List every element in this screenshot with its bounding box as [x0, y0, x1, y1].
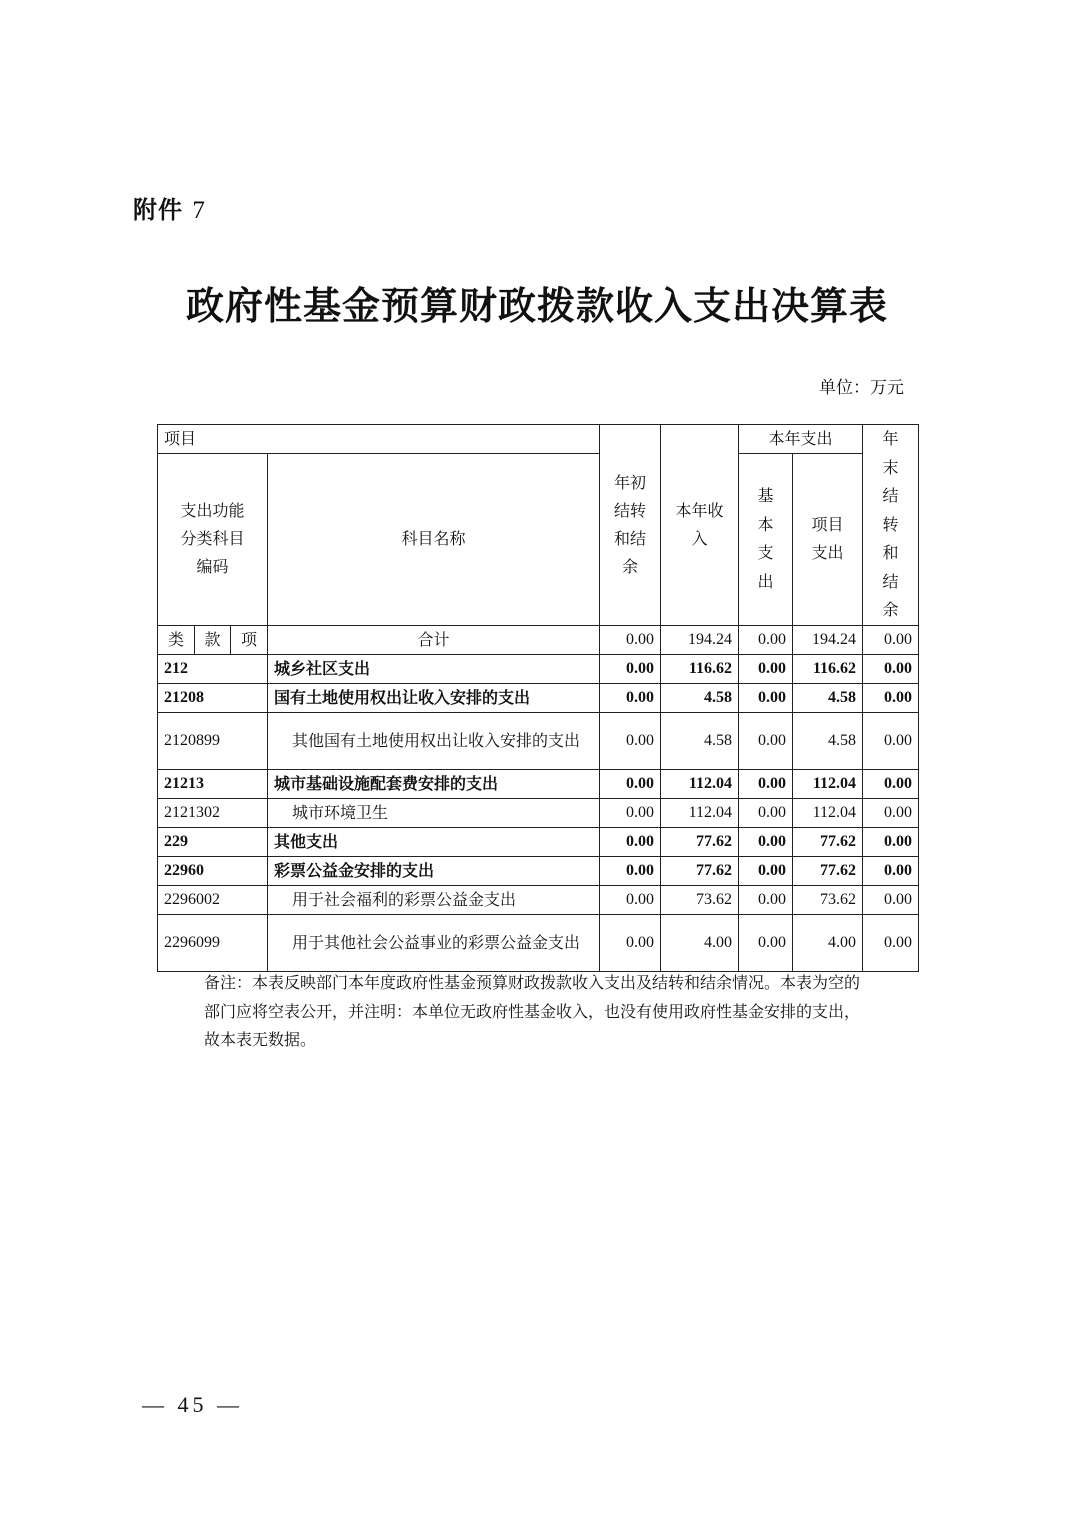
header-project-exp	[793, 454, 863, 625]
header-project: 项目	[158, 425, 600, 454]
row-begin: 0.00	[600, 856, 661, 885]
table-row	[158, 683, 919, 712]
row-name: 彩票公益金安排的支出	[268, 856, 600, 885]
row-project: 112.04	[793, 769, 863, 798]
row-income: 77.62	[661, 827, 739, 856]
row-code: 2296002	[158, 885, 268, 914]
row-basic: 0.00	[739, 827, 793, 856]
header-basic	[739, 454, 793, 625]
row-code: 2120899	[158, 712, 268, 769]
header-code	[158, 454, 268, 625]
total-begin: 0.00	[600, 625, 661, 654]
row-income: 77.62	[661, 856, 739, 885]
row-end: 0.00	[863, 885, 919, 914]
row-basic: 0.00	[739, 654, 793, 683]
row-begin: 0.00	[600, 654, 661, 683]
row-begin: 0.00	[600, 914, 661, 971]
total-income: 194.24	[661, 625, 739, 654]
total-row	[158, 625, 919, 654]
header-income-text: 本年收入	[675, 500, 724, 548]
header-end-balance	[863, 425, 919, 626]
row-project: 112.04	[793, 798, 863, 827]
row-code: 22960	[158, 856, 268, 885]
header-expenditure: 本年支出	[739, 425, 863, 454]
row-project: 4.58	[793, 683, 863, 712]
page-number: — 45 —	[142, 1392, 243, 1417]
row-name: 城市环境卫生	[268, 798, 600, 827]
row-code: 2121302	[158, 798, 268, 827]
row-name: 城乡社区支出	[268, 654, 600, 683]
row-income: 4.58	[661, 683, 739, 712]
row-income: 112.04	[661, 769, 739, 798]
row-project: 77.62	[793, 856, 863, 885]
row-end: 0.00	[863, 654, 919, 683]
row-project: 77.62	[793, 827, 863, 856]
header-project-exp-text: 项目支出	[811, 515, 844, 563]
row-project: 116.62	[793, 654, 863, 683]
row-basic: 0.00	[739, 769, 793, 798]
row-begin: 0.00	[600, 712, 661, 769]
row-income: 4.58	[661, 712, 739, 769]
header-xiang: 项	[231, 625, 268, 654]
table-row	[158, 712, 919, 769]
budget-table	[157, 424, 919, 972]
row-code: 2296099	[158, 914, 268, 971]
row-code: 21213	[158, 769, 268, 798]
row-end: 0.00	[863, 798, 919, 827]
row-end: 0.00	[863, 856, 919, 885]
row-code: 21208	[158, 683, 268, 712]
row-basic: 0.00	[739, 856, 793, 885]
row-end: 0.00	[863, 914, 919, 971]
row-end: 0.00	[863, 683, 919, 712]
row-basic: 0.00	[739, 683, 793, 712]
total-project: 194.24	[793, 625, 863, 654]
table-row	[158, 885, 919, 914]
row-income: 116.62	[661, 654, 739, 683]
row-code: 229	[158, 827, 268, 856]
table-row	[158, 654, 919, 683]
row-name: 其他国有土地使用权出让收入安排的支出	[268, 712, 600, 769]
header-name: 科目名称	[268, 454, 600, 625]
attachment-number: 7	[192, 197, 206, 224]
header-begin-balance-text: 年初结转和结余	[614, 472, 647, 576]
total-basic: 0.00	[739, 625, 793, 654]
row-begin: 0.00	[600, 827, 661, 856]
row-name: 用于其他社会公益事业的彩票公益金支出	[268, 914, 600, 971]
row-name: 其他支出	[268, 827, 600, 856]
page-title: 政府性基金预算财政拨款收入支出决算表	[185, 283, 888, 328]
header-kuan: 款	[195, 625, 231, 654]
row-income: 112.04	[661, 798, 739, 827]
row-income: 73.62	[661, 885, 739, 914]
row-end: 0.00	[863, 827, 919, 856]
row-basic: 0.00	[739, 914, 793, 971]
attachment-label	[133, 190, 206, 225]
header-code-text: 支出功能分类科目编码	[180, 501, 245, 577]
unit-label: 单位：万元	[819, 378, 904, 398]
header-row-2	[158, 454, 919, 625]
header-row-1	[158, 425, 919, 454]
row-basic: 0.00	[739, 798, 793, 827]
note-text: 备注：本表反映部门本年度政府性基金预算财政拨款收入支出及结转和结余情况。本表为空的部门应将空表公开，并注明：本单位无政府性基金收入，也没有使用政府性基金安排的支出，故本表无数据。	[204, 973, 861, 1049]
header-income	[661, 425, 739, 626]
row-name: 用于社会福利的彩票公益金支出	[268, 885, 600, 914]
row-begin: 0.00	[600, 683, 661, 712]
row-begin: 0.00	[600, 798, 661, 827]
row-begin: 0.00	[600, 885, 661, 914]
header-end-balance-text: 年末结转和结余	[882, 429, 899, 619]
row-begin: 0.00	[600, 769, 661, 798]
row-code: 212	[158, 654, 268, 683]
table-row	[158, 798, 919, 827]
row-name: 城市基础设施配套费安排的支出	[268, 769, 600, 798]
row-name: 国有土地使用权出让收入安排的支出	[268, 683, 600, 712]
row-end: 0.00	[863, 769, 919, 798]
table-row	[158, 914, 919, 971]
row-project: 4.58	[793, 712, 863, 769]
data-rows	[158, 654, 919, 971]
attachment-text: 附件	[133, 196, 183, 224]
table-row	[158, 769, 919, 798]
header-basic-text: 基本支出	[757, 486, 774, 591]
table-row	[158, 827, 919, 856]
total-end: 0.00	[863, 625, 919, 654]
total-label: 合计	[268, 625, 600, 654]
header-begin-balance	[600, 425, 661, 626]
row-end: 0.00	[863, 712, 919, 769]
row-income: 4.00	[661, 914, 739, 971]
row-project: 73.62	[793, 885, 863, 914]
row-basic: 0.00	[739, 885, 793, 914]
table-row	[158, 856, 919, 885]
header-lei: 类	[158, 625, 195, 654]
row-basic: 0.00	[739, 712, 793, 769]
row-project: 4.00	[793, 914, 863, 971]
